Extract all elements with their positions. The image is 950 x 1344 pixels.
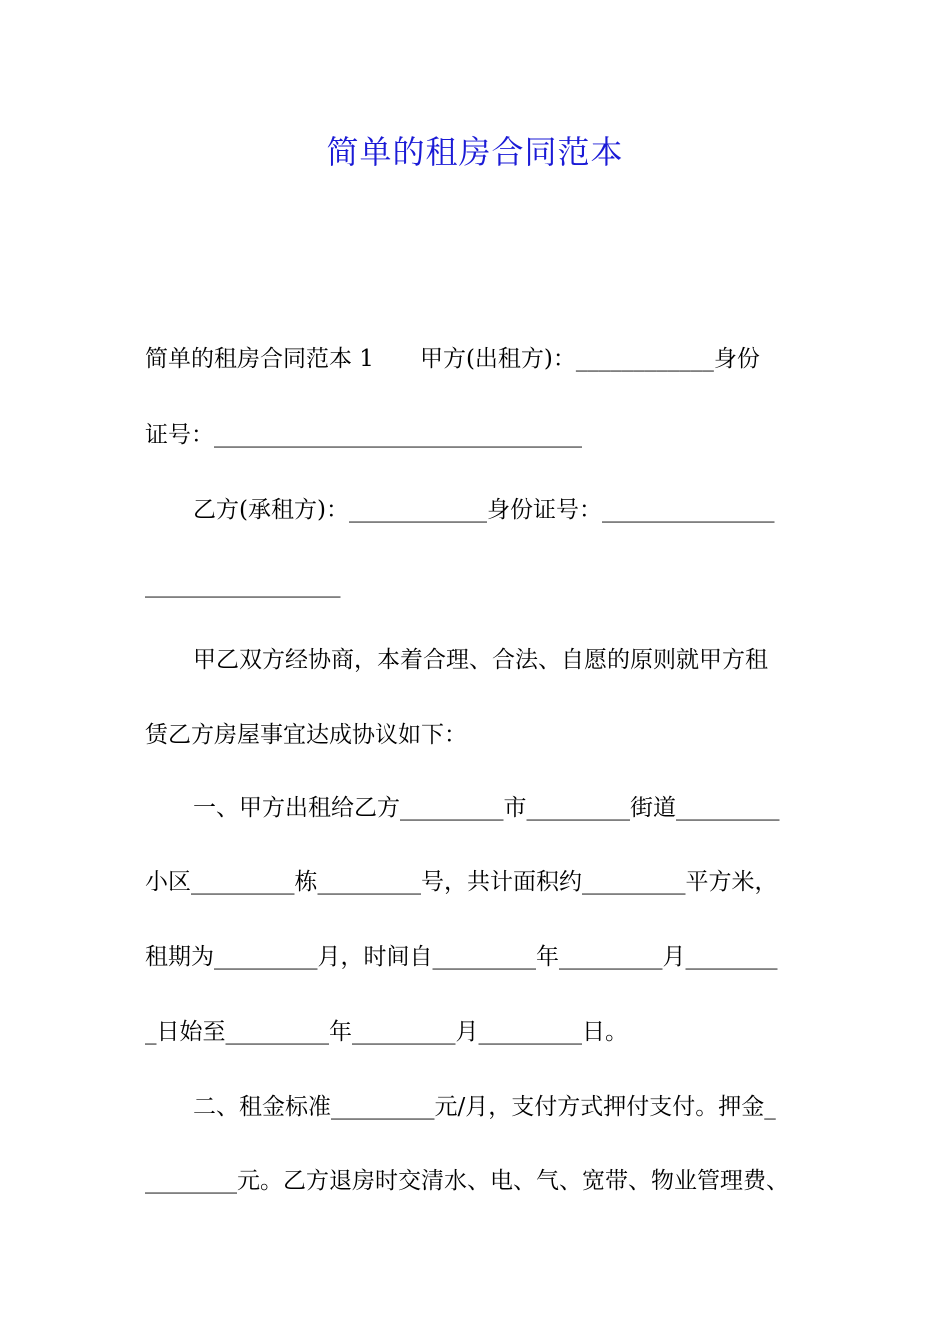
- paragraph-line: 证号：________________________________: [145, 422, 582, 448]
- paragraph-line: ________元。乙方退房时交清水、电、气、宽带、物业管理费、: [145, 1168, 789, 1194]
- paragraph-line: 二、租金标准_________元/月，支付方式押付支付。押金_: [193, 1094, 776, 1120]
- document-title: 简单的租房合同范本: [326, 133, 624, 171]
- paragraph-line: 乙方(承租方)：____________身份证号：_______________: [193, 497, 775, 523]
- paragraph-line: _日始至_________年_________月_________日。: [145, 1019, 628, 1045]
- paragraph-line: 小区_________栋_________号，共计面积约_________平方米，: [145, 869, 778, 895]
- paragraph-line: 甲乙双方经协商，本着合理、合法、自愿的原则就甲方租: [193, 647, 768, 673]
- paragraph-line: _________________: [145, 572, 341, 598]
- paragraph-line: 赁乙方房屋事宜达成协议如下：: [145, 722, 467, 748]
- paragraph-line: 一、甲方出租给乙方_________市_________街道_________: [193, 795, 780, 821]
- paragraph-line: 简单的租房合同范本 1 甲方(出租方)：____________身份: [145, 346, 760, 372]
- paragraph-line: 租期为_________月，时间自_________年_________月________: [145, 944, 778, 970]
